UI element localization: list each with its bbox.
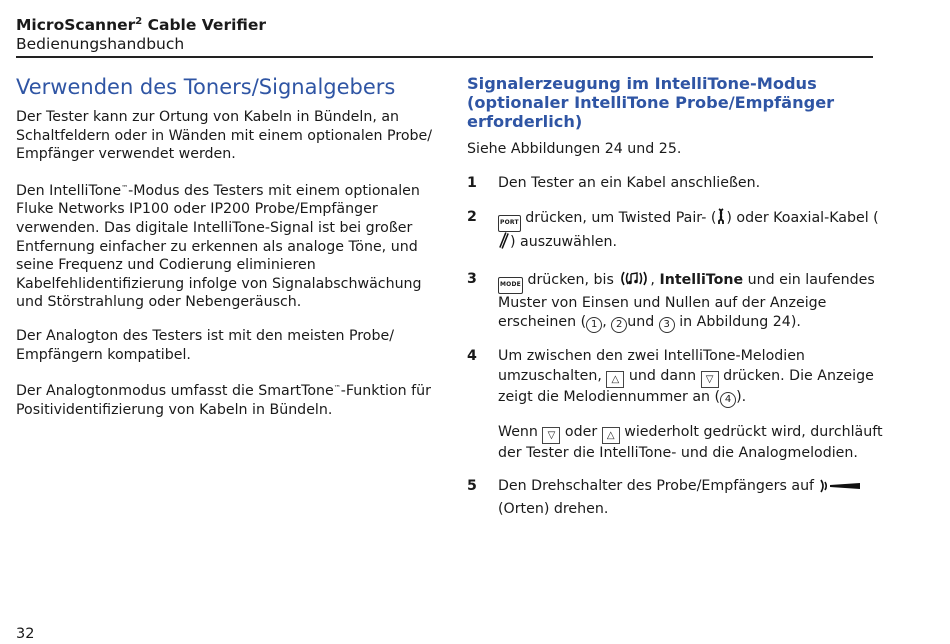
step-number: 5 — [467, 478, 477, 495]
port-key-icon: PORT — [498, 215, 521, 232]
figure-reference: Siehe Abbildungen 24 und 25. — [467, 141, 682, 158]
callout-1: 1 — [586, 317, 602, 333]
paragraph: Der Analogton des Testers ist mit den meisten Probe/ Empfängern kompatibel. — [16, 327, 394, 363]
left-column — [16, 74, 436, 434]
step-number: 2 — [467, 209, 477, 226]
subsection-heading: Signalerzeugung im IntelliTone-Modus (optionaler IntelliTone Probe/Empfänger erforderlich) — [467, 74, 835, 131]
step-1: 1 Den Tester an ein Kabel anschließen. — [467, 174, 887, 194]
step-number: 1 — [467, 174, 477, 191]
up-arrow-key-icon: △ — [602, 427, 620, 444]
right-column — [467, 75, 887, 519]
header-divider — [16, 56, 873, 58]
step-number: 3 — [467, 270, 477, 287]
probe-locate-icon — [819, 479, 861, 500]
paragraph: Den IntelliTone™-Modus des Testers mit einem optionalen Fluke Networks IP100 oder IP200 Probe/Empfänger verwenden. Das digitale IntelliTone-Signal ist bei großer Entfernung einfacher zu erkennen als analoge Töne, und seine Frequenz und Codierung eliminieren Kabelfehlidentifizierung infolge von Signalabschwächung und Störstrahlung oder Nebengeräusch. — [16, 182, 422, 311]
intellitone-music-icon — [618, 270, 650, 294]
step-number: 4 — [467, 348, 477, 365]
coax-icon — [498, 232, 510, 256]
document-subtitle: Bedienungshandbuch — [16, 35, 185, 53]
step-2: 2 PORT drücken, um Twisted Pair- ( ) oder Koaxial-Kabel () auszuwählen. — [467, 208, 887, 256]
document-title: MicroScanner$^2$ Cable Verifier — [16, 16, 267, 34]
paragraph: Der Analogtonmodus umfasst die SmartTone™-Funktion für Positividentifizierung von Kabeln in Bündeln. — [16, 383, 431, 418]
callout-4: 4 — [720, 392, 736, 408]
up-arrow-key-icon: △ — [606, 371, 624, 388]
paragraph: Der Tester kann zur Ortung von Kabeln in Bündeln, an Schaltfeldern oder in Wänden mit einem optionalen Probe/ Empfänger verwendet werden. — [16, 109, 433, 163]
down-arrow-key-icon: ▽ — [542, 427, 560, 444]
twisted-pair-icon — [716, 208, 726, 232]
section-heading: Verwenden des Toners/Signalgebers — [16, 75, 396, 99]
step-4: 4 Um zwischen den zwei IntelliTone-Melodien umzuschalten, △ und dann ▽ drücken. Die Anzeige zeigt die Melodiennummer an ( 4 ). Wenn ▽ oder △ wiederholt gedrückt wird, durchläuft der Tester die IntelliTone- und die Analogmelodien. — [467, 347, 887, 463]
step-3: 3 MODE drücken, bis , IntelliTone und ein laufendes Muster von Einsen und Nullen auf der Anzeige erscheinen ( 1 , 2 und 3 in Abbildung 24). — [467, 270, 887, 334]
down-arrow-key-icon: ▽ — [701, 371, 719, 388]
step-4-note: Wenn ▽ oder △ wiederholt gedrückt wird, durchläuft der Tester die IntelliTone- und die Analogmelodien. — [498, 423, 883, 461]
step-5: 5 Den Drehschalter des Probe/Empfängers auf (Orten) drehen. — [467, 477, 887, 519]
mode-key-icon: MODE — [498, 277, 523, 294]
page-number: 32 — [16, 626, 35, 642]
callout-2: 2 — [611, 317, 627, 333]
callout-3: 3 — [659, 317, 675, 333]
running-header — [16, 12, 266, 54]
